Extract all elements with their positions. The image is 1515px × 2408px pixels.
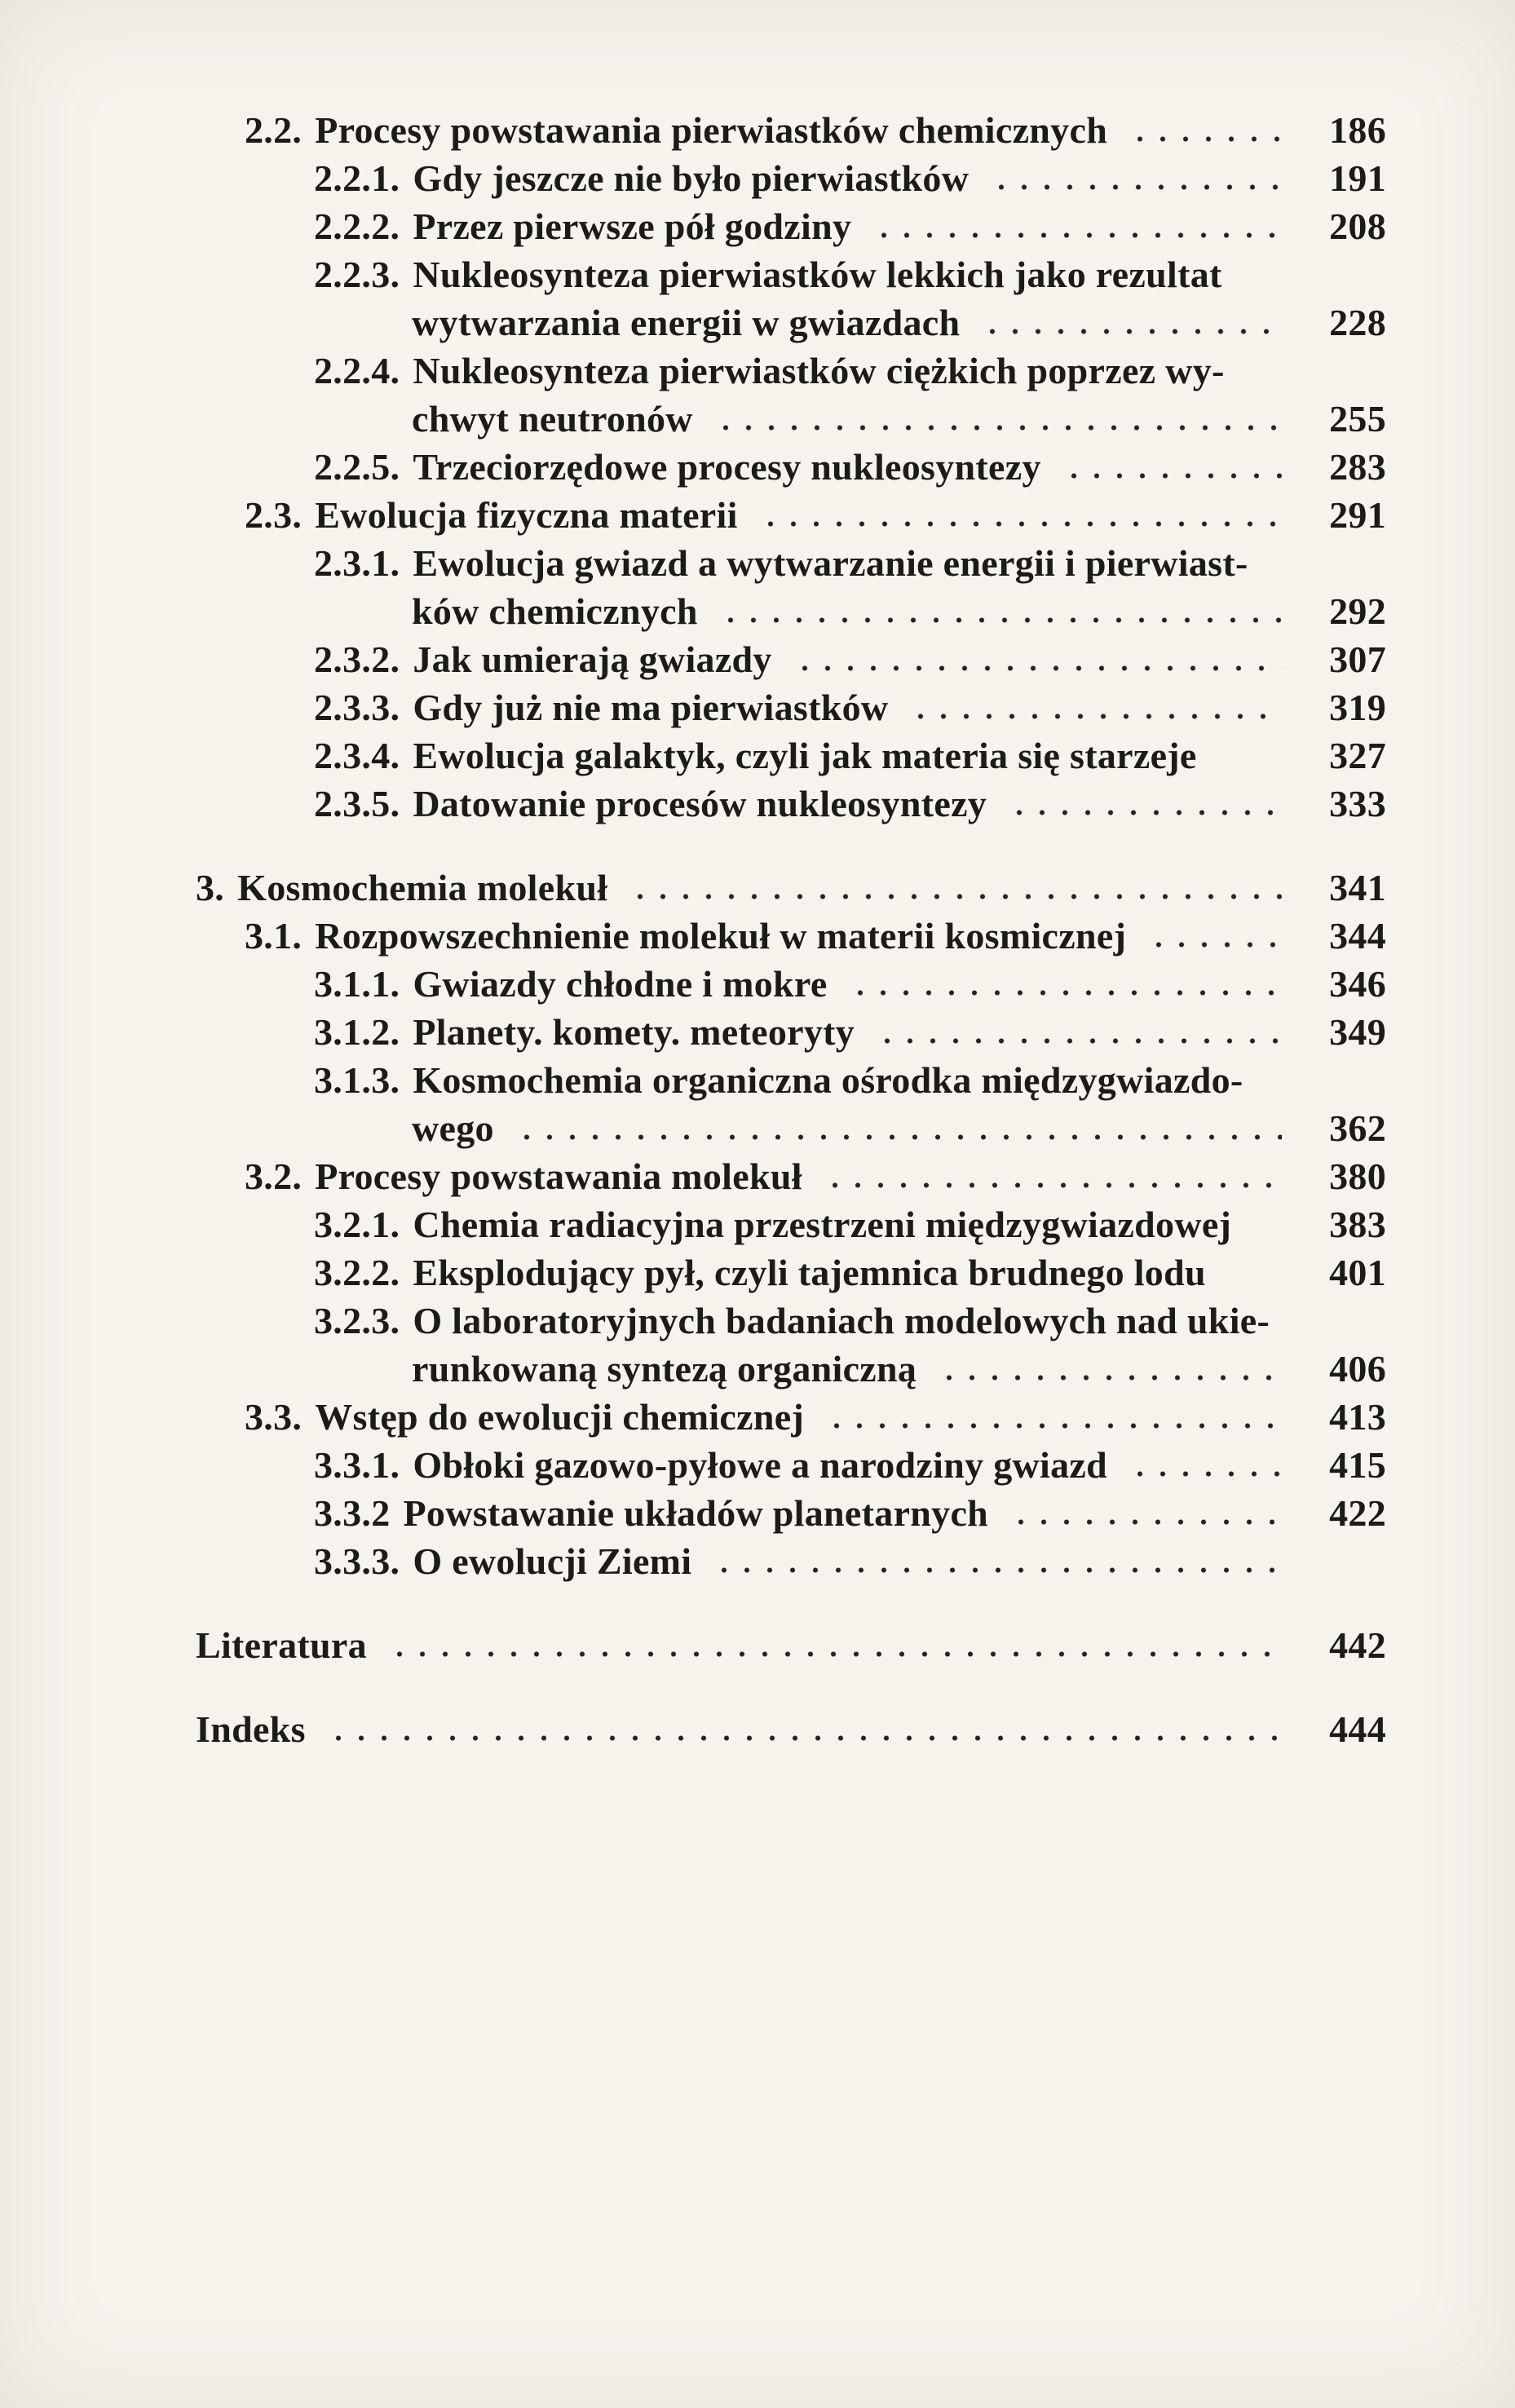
toc-entry-title: Gdy jeszcze nie było pierwiastków bbox=[413, 157, 970, 199]
toc-entry-title: Gdy już nie ma pierwiastków bbox=[413, 687, 889, 728]
toc-entry-page: 344 bbox=[1329, 915, 1386, 957]
leader-dots bbox=[1142, 912, 1282, 960]
toc-row bbox=[196, 1393, 1386, 1441]
leader-spacer bbox=[1265, 539, 1282, 587]
toc-entry-page: 255 bbox=[1329, 398, 1386, 440]
toc-entry-title: Nukleosynteza pierwiastków ciężkich poprzez wy- bbox=[413, 350, 1225, 391]
toc-entry-title: Literatura bbox=[196, 1624, 367, 1666]
toc-row bbox=[196, 1248, 1386, 1297]
toc-row bbox=[196, 1200, 1386, 1248]
toc-entry-number: 3. bbox=[196, 867, 225, 908]
toc-entry-title: wego bbox=[412, 1107, 494, 1149]
toc-row bbox=[196, 395, 1386, 443]
leader-dots bbox=[819, 1152, 1282, 1200]
toc-row bbox=[196, 912, 1386, 960]
toc-entry-page: 401 bbox=[1329, 1252, 1386, 1293]
toc-entry-page: 327 bbox=[1329, 735, 1386, 776]
leader-dots bbox=[844, 960, 1282, 1008]
toc-entry-title: Procesy powstawania pierwiastków chemicznych bbox=[315, 109, 1108, 151]
toc-entry-number: 2.2.3. bbox=[314, 254, 400, 295]
toc-entry-title: ków chemicznych bbox=[412, 590, 698, 632]
toc-row bbox=[196, 1056, 1386, 1104]
leader-dots bbox=[714, 587, 1282, 635]
leader-spacer bbox=[1213, 731, 1282, 780]
leader-dots bbox=[788, 635, 1282, 683]
leader-dots bbox=[985, 154, 1282, 202]
leader-dots bbox=[820, 1393, 1282, 1441]
toc-row bbox=[196, 106, 1386, 154]
toc-entry-number: 3.2. bbox=[245, 1155, 303, 1197]
toc-entry-page: 444 bbox=[1329, 1708, 1386, 1750]
toc-entry-number: 3.2.1. bbox=[314, 1204, 400, 1245]
leader-spacer bbox=[1239, 250, 1282, 298]
toc-entry-number: 3.3. bbox=[245, 1396, 303, 1438]
toc-row bbox=[196, 250, 1386, 298]
toc-row bbox=[196, 1345, 1386, 1393]
toc-row bbox=[196, 1152, 1386, 1200]
toc-row bbox=[196, 1489, 1386, 1537]
toc-entry-page: 413 bbox=[1329, 1396, 1386, 1438]
toc-entry-title: Datowanie procesów nukleosyntezy bbox=[413, 783, 987, 824]
toc-entry-title: Ewolucja galaktyk, czyli jak materia się starzeje bbox=[413, 735, 1197, 776]
toc-entry-page: 283 bbox=[1329, 446, 1386, 488]
leader-dots bbox=[322, 1705, 1282, 1753]
toc-row bbox=[196, 1441, 1386, 1489]
toc-entry-page: 319 bbox=[1329, 687, 1386, 728]
toc-entry-page: 341 bbox=[1329, 867, 1386, 908]
toc-row bbox=[196, 587, 1386, 635]
toc-entry-page: 291 bbox=[1329, 494, 1386, 536]
toc-entry-page: 383 bbox=[1329, 1204, 1386, 1245]
leader-dots bbox=[976, 298, 1282, 347]
toc-row bbox=[196, 780, 1386, 828]
toc-entry-title: Gwiazdy chłodne i mokre bbox=[413, 963, 828, 1005]
leader-dots bbox=[1124, 106, 1282, 154]
toc-entry-number: 3.1.3. bbox=[314, 1059, 400, 1101]
toc-entry-title: O laboratoryjnych badaniach modelowych nad ukie- bbox=[413, 1300, 1270, 1341]
toc-entry-number: 2.2.2. bbox=[314, 205, 400, 247]
leader-dots bbox=[383, 1621, 1282, 1669]
toc-row bbox=[196, 443, 1386, 491]
toc-entry-title: Wstęp do ewolucji chemicznej bbox=[315, 1396, 805, 1438]
toc-entry-page: 228 bbox=[1329, 302, 1386, 343]
toc-entry-title: Jak umierają gwiazdy bbox=[413, 638, 772, 680]
leader-dots bbox=[1005, 1489, 1282, 1537]
toc-entry-title: O ewolucji Ziemi bbox=[413, 1540, 692, 1582]
toc-row bbox=[196, 539, 1386, 587]
toc-entry-number: 3.3.2 bbox=[314, 1492, 391, 1534]
toc-row bbox=[196, 731, 1386, 780]
toc-row bbox=[196, 635, 1386, 683]
leader-dots bbox=[1058, 443, 1282, 491]
toc-entry-page: 406 bbox=[1329, 1348, 1386, 1390]
toc-entry-number: 2.2.4. bbox=[314, 350, 400, 391]
leader-dots bbox=[933, 1345, 1282, 1393]
toc-entry-page: 422 bbox=[1329, 1492, 1386, 1534]
toc-row bbox=[196, 1705, 1386, 1753]
toc-entry-title: Powstawanie układów planetarnych bbox=[403, 1492, 989, 1534]
toc-entry-number: 3.2.2. bbox=[314, 1252, 400, 1293]
toc-entry-page: 346 bbox=[1329, 963, 1386, 1005]
toc-row bbox=[196, 1537, 1386, 1585]
leader-spacer bbox=[1241, 347, 1282, 395]
toc-entry-number: 2.3.4. bbox=[314, 735, 400, 776]
leader-dots bbox=[1003, 780, 1282, 828]
leader-dots bbox=[871, 1008, 1282, 1056]
toc-entry-number: 2.2.5. bbox=[314, 446, 400, 488]
leader-dots bbox=[1124, 1441, 1282, 1489]
toc-row bbox=[196, 1104, 1386, 1152]
toc-entry-number: 3.2.3. bbox=[314, 1300, 400, 1341]
toc-row bbox=[196, 491, 1386, 539]
toc-entry-number: 2.3.2. bbox=[314, 638, 400, 680]
toc-entry-title: Rozpowszechnienie molekuł w materii kosmicznej bbox=[315, 915, 1127, 957]
toc-entry-number: 2.3. bbox=[245, 494, 303, 536]
toc-entry-number: 2.3.3. bbox=[314, 687, 400, 728]
leader-spacer bbox=[1260, 1056, 1282, 1104]
toc-row bbox=[196, 1621, 1386, 1669]
leader-dots bbox=[510, 1104, 1282, 1152]
toc-entry-title: Obłoki gazowo-pyłowe a narodziny gwiazd bbox=[413, 1444, 1108, 1486]
toc-entry-title: Indeks bbox=[196, 1708, 306, 1750]
toc-entry-number: 3.1.1. bbox=[314, 963, 400, 1005]
toc-row bbox=[196, 347, 1386, 395]
toc-entry-page: 191 bbox=[1329, 157, 1386, 199]
toc-entry-title: Ewolucja gwiazd a wytwarzanie energii i pierwiast- bbox=[413, 542, 1248, 584]
toc-entry-number: 2.2. bbox=[245, 109, 303, 151]
toc-entry-page: 442 bbox=[1329, 1624, 1386, 1666]
toc-entry-title: Kosmochemia molekuł bbox=[237, 867, 608, 908]
toc-row bbox=[196, 298, 1386, 347]
toc-entry-title: Planety. komety. meteoryty bbox=[413, 1011, 855, 1053]
toc-row bbox=[196, 683, 1386, 731]
leader-dots bbox=[904, 683, 1282, 731]
leader-dots bbox=[709, 395, 1282, 443]
toc-entry-title: Kosmochemia organiczna ośrodka międzygwiazdo- bbox=[413, 1059, 1243, 1101]
toc-entry-title: wytwarzania energii w gwiazdach bbox=[412, 302, 961, 343]
toc-entry-page: 333 bbox=[1329, 783, 1386, 824]
toc-entry-title: Ewolucja fizyczna materii bbox=[315, 494, 738, 536]
toc-entry-title: Nukleosynteza pierwiastków lekkich jako rezultat bbox=[413, 254, 1222, 295]
toc-entry-title: runkowaną syntezą organiczną bbox=[412, 1348, 917, 1390]
toc-entry-page: 292 bbox=[1329, 590, 1386, 632]
toc-entry-title: Trzeciorzędowe procesy nukleosyntezy bbox=[413, 446, 1041, 488]
leader-dots bbox=[754, 491, 1282, 539]
leader-dots bbox=[624, 864, 1282, 912]
toc-entry-page: 349 bbox=[1329, 1011, 1386, 1053]
toc-entry-title: Chemia radiacyjna przestrzeni międzygwiazdowej bbox=[413, 1204, 1232, 1245]
toc-entry-number: 3.1.2. bbox=[314, 1011, 400, 1053]
toc-entry-number: 3.3.3. bbox=[314, 1540, 400, 1582]
toc-entry-title: Przez pierwsze pół godziny bbox=[413, 205, 852, 247]
leader-spacer bbox=[1222, 1248, 1282, 1297]
toc-entry-number: 2.3.5. bbox=[314, 783, 400, 824]
leader-spacer bbox=[1248, 1200, 1282, 1248]
toc-entry-page: 208 bbox=[1329, 205, 1386, 247]
toc-entry-title: chwyt neutronów bbox=[412, 398, 693, 440]
toc-entry-page: 380 bbox=[1329, 1155, 1386, 1197]
toc-entry-page: 415 bbox=[1329, 1444, 1386, 1486]
toc-row bbox=[196, 154, 1386, 202]
toc-row bbox=[196, 202, 1386, 250]
toc-row bbox=[196, 864, 1386, 912]
toc-entry-number: 2.2.1. bbox=[314, 157, 400, 199]
toc-entry-page: 362 bbox=[1329, 1107, 1386, 1149]
toc-entry-number: 3.3.1. bbox=[314, 1444, 400, 1486]
table-of-contents bbox=[196, 106, 1386, 1753]
toc-entry-page: 186 bbox=[1329, 109, 1386, 151]
toc-entry-title: Procesy powstawania molekuł bbox=[315, 1155, 802, 1197]
toc-entry-number: 3.1. bbox=[245, 915, 303, 957]
toc-entry-page: 307 bbox=[1329, 638, 1386, 680]
toc-entry-number: 2.3.1. bbox=[314, 542, 400, 584]
toc-row bbox=[196, 960, 1386, 1008]
leader-dots bbox=[708, 1537, 1282, 1585]
toc-row bbox=[196, 1008, 1386, 1056]
toc-row bbox=[196, 1297, 1386, 1345]
toc-entry-title: Eksplodujący pył, czyli tajemnica brudnego lodu bbox=[413, 1252, 1206, 1293]
leader-dots bbox=[868, 202, 1282, 250]
